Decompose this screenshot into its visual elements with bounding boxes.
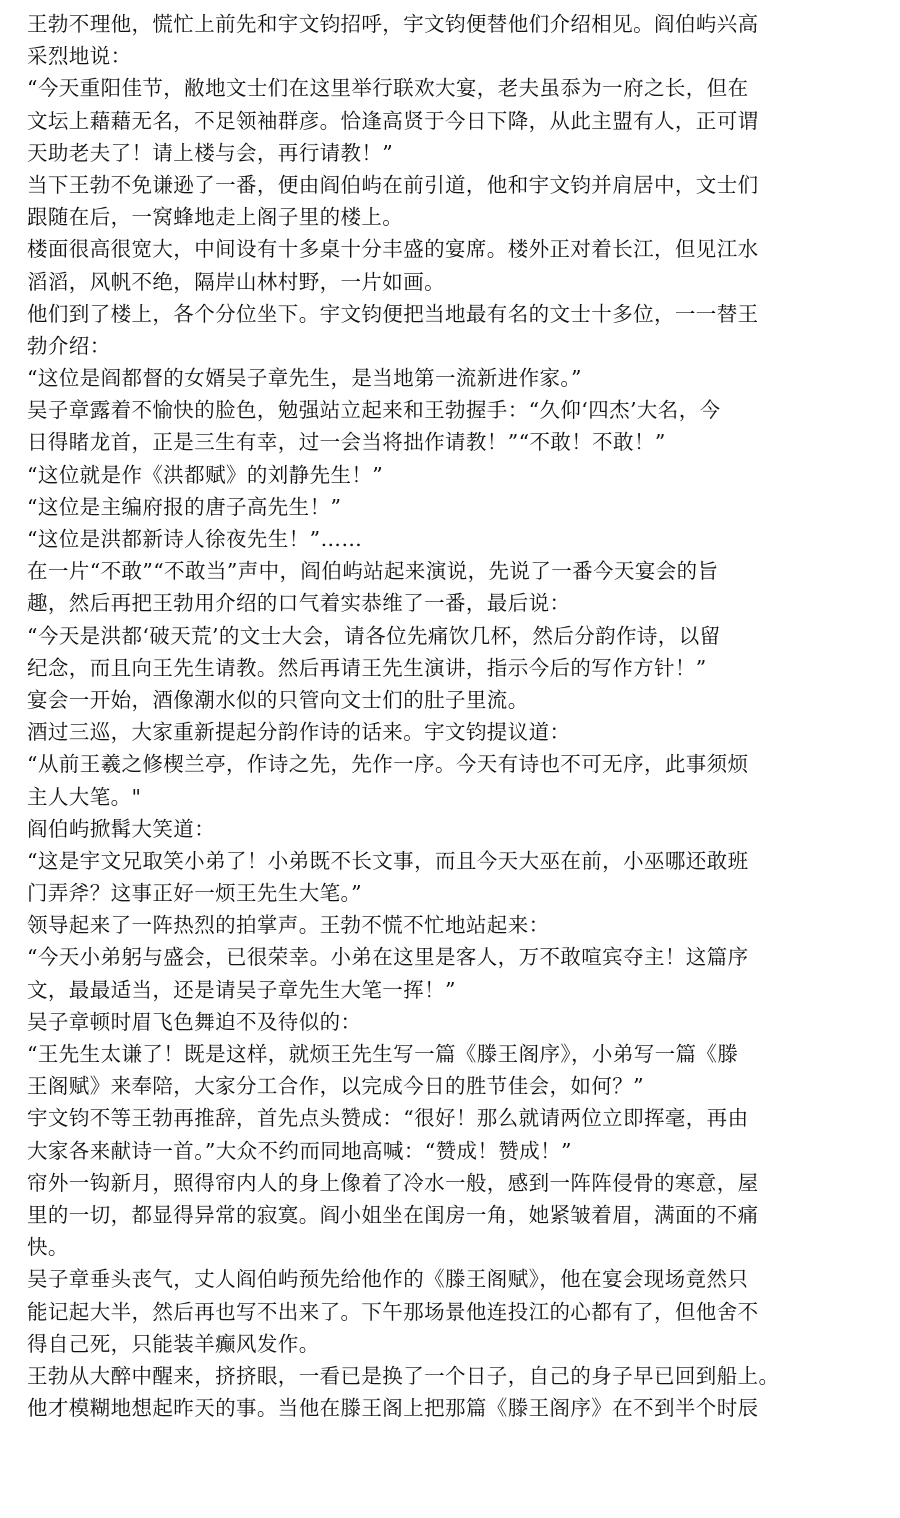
text-line: “这位是洪都新诗人徐夜先生！”…… [27, 527, 363, 551]
text-line: 得自己死，只能装羊癫风发作。 [27, 1331, 320, 1356]
text-line: 在一片“不敢”“不敢当”声中，阎伯屿站起来演说，先说了一番今天宴会的旨 [27, 559, 719, 584]
text-line: 当下王勃不免谦逊了一番，便由阎伯屿在前引道，他和宇文钧并肩居中，文士们 [27, 172, 759, 197]
text-line: 宴会一开始，酒像潮水似的只管向文士们的肚子里流。 [27, 687, 529, 712]
text-line: 勃介绍： [27, 333, 111, 358]
text-line: “今天小弟躬与盛会，已很荣幸。小弟在这里是客人，万不敢喧宾夺主！这篇序 [27, 945, 749, 970]
text-line: 帘外一钩新月，照得帘内人的身上像着了冷水一般，感到一阵阵侵骨的寒意，屋 [27, 1170, 759, 1195]
text-line: 里的一切，都显得异常的寂寞。阎小姐坐在闺房一角，她紧皱着眉，满面的不痛 [27, 1202, 759, 1227]
text-line: 吴子章顿时眉飞色舞迫不及待似的： [27, 1009, 362, 1034]
text-line: 他才模糊地想起昨天的事。当他在滕王阁上把那篇《滕王阁序》在不到半个时辰 [27, 1396, 759, 1421]
text-line: “这位是主编府报的唐子高先生！” [27, 494, 342, 519]
text-line: 纪念，而且向王先生请教。然后再请王先生演讲，指示今后的写作方针！” [27, 655, 707, 680]
body-text [27, 8, 883, 1424]
text-line: 天助老夫了！请上楼与会，再行请教！” [27, 140, 394, 165]
text-line: 阎伯屿掀髯大笑道： [27, 816, 216, 841]
text-line: 吴子章露着不愉快的脸色，勉强站立起来和王勃握手：“久仰‘四杰’大名，今 [27, 398, 721, 423]
text-line: 吴子章垂头丧气，丈人阎伯屿预先给他作的《滕王阁赋》，他在宴会现场竟然只 [27, 1267, 749, 1292]
text-line: 趣，然后再把王勃用介绍的口气着实恭维了一番，最后说： [27, 591, 571, 616]
text-line: “王先生太谦了！既是这样，就烦王先生写一篇《滕王阁序》，小弟写一篇《滕 [27, 1042, 739, 1066]
text-line: 王勃从大醉中醒来，挤挤眼，一看已是换了一个日子，自己的身子早已回到船上。 [27, 1363, 780, 1388]
text-line: “这位是阎都督的女婿吴子章先生，是当地第一流新进作家。” [27, 366, 582, 391]
text-line: 宇文钧不等王勃再推辞，首先点头赞成：“很好！那么就请两位立即挥毫，再由 [27, 1106, 749, 1131]
text-line: 快。 [27, 1235, 69, 1260]
text-line: 跟随在后，一窝蜂地走上阁子里的楼上。 [27, 205, 404, 230]
text-line: 日得睹龙首，正是三生有幸，过一会当将拙作请教！”“不敢！不敢！” [27, 430, 666, 455]
text-line: 采烈地说： [27, 44, 132, 69]
text-line: 领导起来了一阵热烈的拍掌声。王勃不慌不忙地站起来： [27, 913, 550, 938]
text-line: 滔滔，风帆不绝，隔岸山林村野，一片如画。 [27, 269, 445, 294]
text-line: 酒过三巡，大家重新提起分韵作诗的话来。宇文钧提议道： [27, 720, 571, 745]
text-line: 王勃不理他，慌忙上前先和宇文钧招呼，宇文钧便替他们介绍相见。阎伯屿兴高 [27, 12, 759, 36]
text-line: 大家各来献诗一首。”大众不约而同地高喊：“赞成！赞成！” [27, 1138, 572, 1163]
text-line: 王阁赋》来奉陪，大家分工合作，以完成今日的胜节佳会，如何？” [27, 1074, 644, 1099]
text-line: 主人大笔。" [27, 784, 142, 809]
text-line: 门弄斧？这事正好一烦王先生大笔。” [27, 881, 363, 906]
text-line: 文，最最适当，还是请吴子章先生大笔一挥！” [27, 977, 456, 1002]
text-line: 楼面很高很宽大，中间设有十多桌十分丰盛的宴席。楼外正对着长江，但见江水 [27, 237, 759, 262]
text-line: 能记起大半，然后再也写不出来了。下午那场景他连投江的心都有了，但他舍不 [27, 1299, 759, 1324]
text-line: 文坛上藉藉无名，不足领袖群彦。恰逢高贤于今日下降，从此主盟有人，正可谓 [27, 108, 759, 133]
text-line: “这位就是作《洪都赋》的刘静先生！” [27, 462, 384, 487]
text-line: 他们到了楼上，各个分位坐下。宇文钧便把当地最有名的文士十多位，一一替王 [27, 301, 759, 326]
text-line: “从前王羲之修楔兰亭，作诗之先，先作一序。今天有诗也不可无序，此事须烦 [27, 752, 749, 777]
text-line: “今天重阳佳节，敝地文士们在这里举行联欢大宴，老夫虽忝为一府之长，但在 [27, 76, 749, 101]
text-line: “这是宇文兄取笑小弟了！小弟既不长文事，而且今天大巫在前，小巫哪还敢班 [27, 848, 749, 873]
text-line: “今天是洪都‘破天荒’的文士大会，请各位先痛饮几杯，然后分韵作诗，以留 [27, 623, 721, 648]
